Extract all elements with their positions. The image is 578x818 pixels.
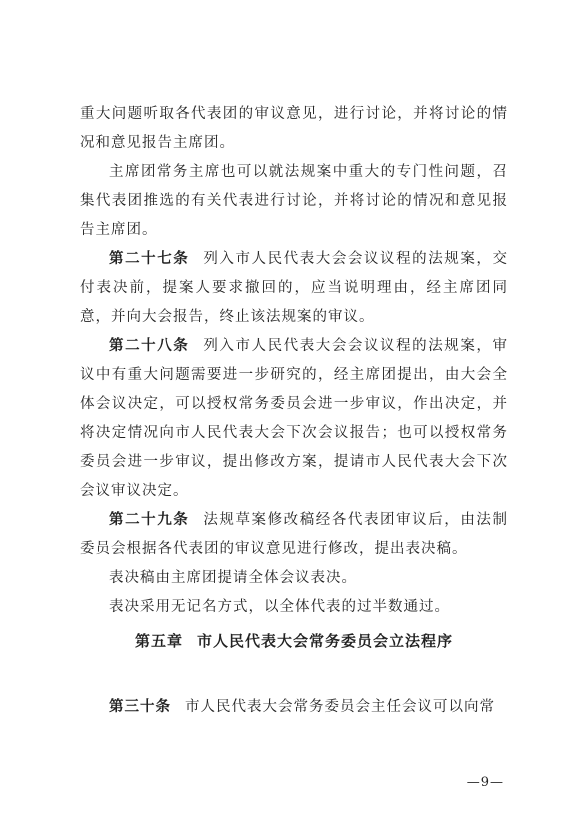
article-text: 列入市人民代表大会会议议程的法规案，交付表决前，提案人要求撤回的，应当说明理由，经主席团同意，并向大会报告，终止该法规案的审议。 (80, 251, 509, 325)
article-29 (80, 506, 508, 564)
article-number: 第二十七条 (109, 251, 190, 267)
chapter-heading (80, 630, 508, 651)
chapter-title: 市人民代表大会常务委员会立法程序 (197, 632, 454, 650)
article-number: 第二十八条 (109, 338, 190, 354)
article-number: 第三十条 (109, 699, 171, 715)
chapter-number: 第五章 (134, 632, 183, 650)
paragraph-6: 表决稿由主席团提请全体会议表决。 (109, 570, 357, 586)
paragraph-7: 表决采用无记名方式，以全体代表的过半数通过。 (109, 599, 450, 615)
body-text (80, 100, 508, 622)
article-30 (80, 693, 508, 722)
article-number: 第二十九条 (109, 512, 190, 528)
article-28 (80, 332, 508, 506)
article-text: 市人民代表大会常务委员会主任会议可以向常 (185, 699, 495, 715)
article-text: 列入市人民代表大会会议议程的法规案，审议中有重大问题需要进一步研究的，经主席团提出，由大会全体会议决定，可以授权常务委员会进一步审议，作出决定，并将决定情况向市人民代表大会下次会议报告；也可以授权常务委员会进一步审议，提出修改方案，提请市人民代表大会下次会议审议决定。 (80, 338, 509, 499)
paragraph-1: 重大问题听取各代表团的审议意见，进行讨论，并将讨论的情况和意见报告主席团。 (80, 106, 508, 151)
article-27 (80, 245, 508, 332)
page-number: —9— (466, 775, 504, 790)
paragraph-2: 主席团常务主席也可以就法规案中重大的专门性问题，召集代表团推选的有关代表进行讨论，并将讨论的情况和意见报告主席团。 (80, 164, 508, 238)
article-text: 法规草案修改稿经各代表团审议后，由法制委员会根据各代表团的审议意见进行修改，提出表决稿。 (80, 512, 509, 557)
